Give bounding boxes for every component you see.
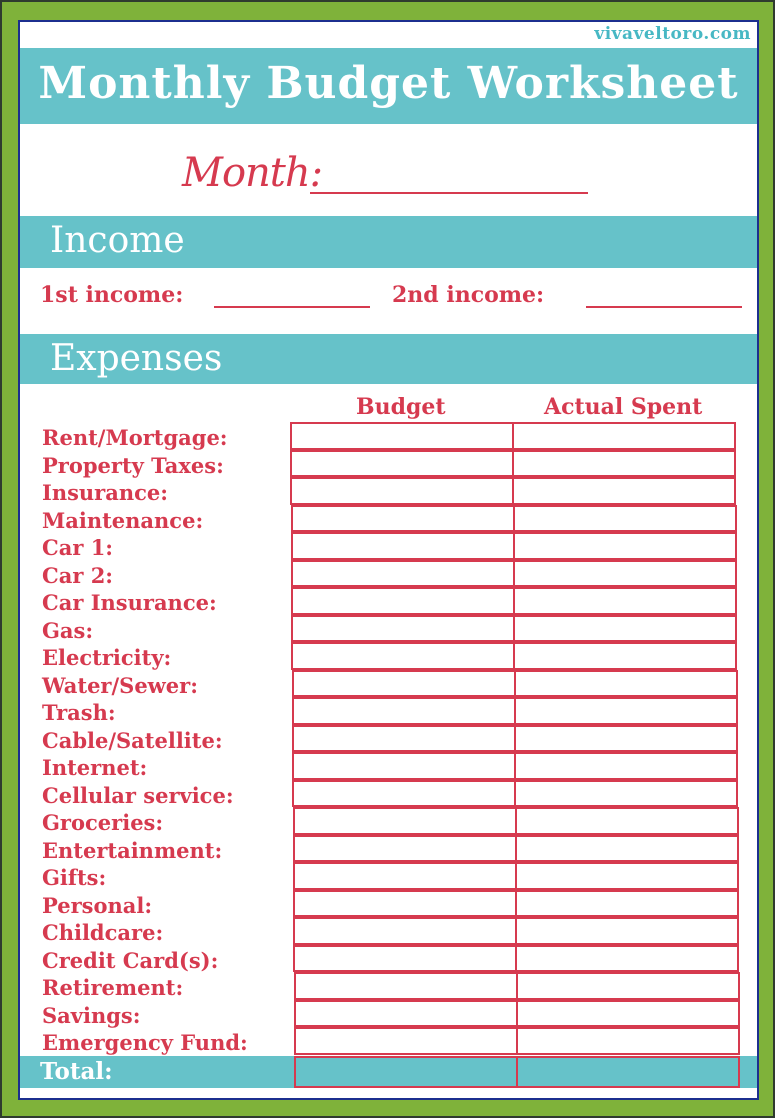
budget-cell[interactable] xyxy=(294,1000,518,1028)
budget-cell[interactable] xyxy=(290,450,514,478)
expense-label: Insurance: xyxy=(42,480,169,505)
expense-label: Groceries: xyxy=(42,810,164,835)
total-label: Total: xyxy=(40,1058,113,1085)
table-row xyxy=(20,725,757,753)
actual-spent-cell[interactable] xyxy=(512,450,736,478)
table-row xyxy=(20,422,757,450)
expense-label: Electricity: xyxy=(42,645,172,670)
actual-spent-cell[interactable] xyxy=(513,642,737,670)
expenses-heading: Expenses xyxy=(50,338,223,379)
table-row xyxy=(20,560,757,588)
month-row xyxy=(20,140,757,210)
first-income-label: 1st income: xyxy=(40,282,184,308)
worksheet-page xyxy=(18,20,759,1100)
budget-cell[interactable] xyxy=(291,642,515,670)
budget-cell[interactable] xyxy=(293,890,517,918)
table-row xyxy=(20,972,757,1000)
actual-spent-cell[interactable] xyxy=(513,615,737,643)
expense-label: Car 1: xyxy=(42,535,114,560)
table-row xyxy=(20,642,757,670)
second-income-input-line[interactable] xyxy=(586,306,742,308)
expense-label: Personal: xyxy=(42,892,153,918)
table-row xyxy=(20,1027,757,1055)
table-row xyxy=(20,862,757,890)
actual-spent-cell[interactable] xyxy=(515,807,739,835)
actual-spent-cell[interactable] xyxy=(513,532,737,560)
expense-label: Car Insurance: xyxy=(42,590,217,615)
budget-cell[interactable] xyxy=(291,505,515,533)
table-row xyxy=(20,890,757,918)
title-banner xyxy=(20,48,757,124)
expense-label: Gas: xyxy=(42,617,94,643)
table-row xyxy=(20,505,757,533)
second-income-label: 2nd income: xyxy=(392,282,545,308)
budget-cell[interactable] xyxy=(290,477,514,505)
expense-label: Internet: xyxy=(42,755,148,780)
expense-label: Entertainment: xyxy=(42,837,223,863)
actual-spent-cell[interactable] xyxy=(516,1000,740,1028)
budget-column-header: Budget xyxy=(356,394,446,420)
actual-spent-cell[interactable] xyxy=(512,477,736,505)
total-actual-cell[interactable] xyxy=(516,1056,740,1088)
table-row xyxy=(20,1000,757,1028)
table-row xyxy=(20,670,757,698)
income-heading: Income xyxy=(50,220,185,261)
budget-cell[interactable] xyxy=(294,972,518,1000)
budget-cell[interactable] xyxy=(293,835,517,863)
actual-spent-cell[interactable] xyxy=(513,560,737,588)
actual-spent-cell[interactable] xyxy=(512,422,736,450)
expenses-banner xyxy=(20,334,757,384)
actual-spent-cell[interactable] xyxy=(515,945,739,973)
expense-label: Cellular service: xyxy=(42,782,234,808)
budget-cell[interactable] xyxy=(293,945,517,973)
budget-cell[interactable] xyxy=(293,807,517,835)
total-row xyxy=(20,1056,757,1088)
budget-cell[interactable] xyxy=(292,725,516,753)
actual-spent-cell[interactable] xyxy=(515,917,739,945)
table-row xyxy=(20,835,757,863)
expense-label: Retirement: xyxy=(42,975,184,1000)
outer-frame xyxy=(2,2,773,1116)
total-budget-cell[interactable] xyxy=(294,1056,518,1088)
month-label: Month: xyxy=(182,150,323,196)
expense-label: Credit Card(s): xyxy=(42,947,219,973)
expense-label: Property Taxes: xyxy=(42,452,224,478)
income-banner xyxy=(20,216,757,268)
budget-cell[interactable] xyxy=(291,560,515,588)
budget-cell[interactable] xyxy=(291,532,515,560)
budget-cell[interactable] xyxy=(291,587,515,615)
budget-cell[interactable] xyxy=(293,917,517,945)
budget-cell[interactable] xyxy=(293,862,517,890)
budget-cell[interactable] xyxy=(290,422,514,450)
table-row xyxy=(20,945,757,973)
actual-spent-cell[interactable] xyxy=(516,1027,740,1055)
actual-spent-cell[interactable] xyxy=(515,890,739,918)
expense-label: Childcare: xyxy=(42,920,164,945)
actual-spent-cell[interactable] xyxy=(513,587,737,615)
budget-cell[interactable] xyxy=(294,1027,518,1055)
actual-spent-cell[interactable] xyxy=(515,835,739,863)
site-watermark: vivaveltoro.com xyxy=(594,24,751,44)
expense-label: Car 2: xyxy=(42,562,114,588)
table-row xyxy=(20,477,757,505)
expense-label: Maintenance: xyxy=(42,507,204,533)
page-title: Monthly Budget Worksheet xyxy=(38,58,739,109)
month-input-line[interactable] xyxy=(310,192,588,194)
actual-spent-cell[interactable] xyxy=(514,780,738,808)
expense-label: Water/Sewer: xyxy=(42,672,198,698)
table-row xyxy=(20,917,757,945)
actual-spent-cell[interactable] xyxy=(515,862,739,890)
budget-cell[interactable] xyxy=(292,670,516,698)
first-income-input-line[interactable] xyxy=(214,306,370,308)
table-row xyxy=(20,532,757,560)
table-row xyxy=(20,807,757,835)
table-row xyxy=(20,697,757,725)
actual-spent-cell[interactable] xyxy=(516,972,740,1000)
budget-cell[interactable] xyxy=(292,697,516,725)
actual-spent-cell[interactable] xyxy=(514,697,738,725)
table-row xyxy=(20,752,757,780)
table-row xyxy=(20,450,757,478)
actual-spent-cell[interactable] xyxy=(514,670,738,698)
expense-label: Trash: xyxy=(42,700,116,725)
budget-cell[interactable] xyxy=(291,615,515,643)
budget-cell[interactable] xyxy=(292,780,516,808)
expense-label: Emergency Fund: xyxy=(42,1030,248,1055)
expense-label: Savings: xyxy=(42,1002,141,1028)
income-row xyxy=(20,280,757,320)
table-row xyxy=(20,615,757,643)
actual-spent-cell[interactable] xyxy=(513,505,737,533)
actual-spent-cell[interactable] xyxy=(514,725,738,753)
budget-cell[interactable] xyxy=(292,752,516,780)
expense-label: Rent/Mortgage: xyxy=(42,425,228,450)
table-row xyxy=(20,587,757,615)
expense-label: Cable/Satellite: xyxy=(42,727,223,753)
expense-label: Gifts: xyxy=(42,865,107,890)
actual-spent-column-header: Actual Spent xyxy=(544,394,703,420)
table-row xyxy=(20,780,757,808)
actual-spent-cell[interactable] xyxy=(514,752,738,780)
